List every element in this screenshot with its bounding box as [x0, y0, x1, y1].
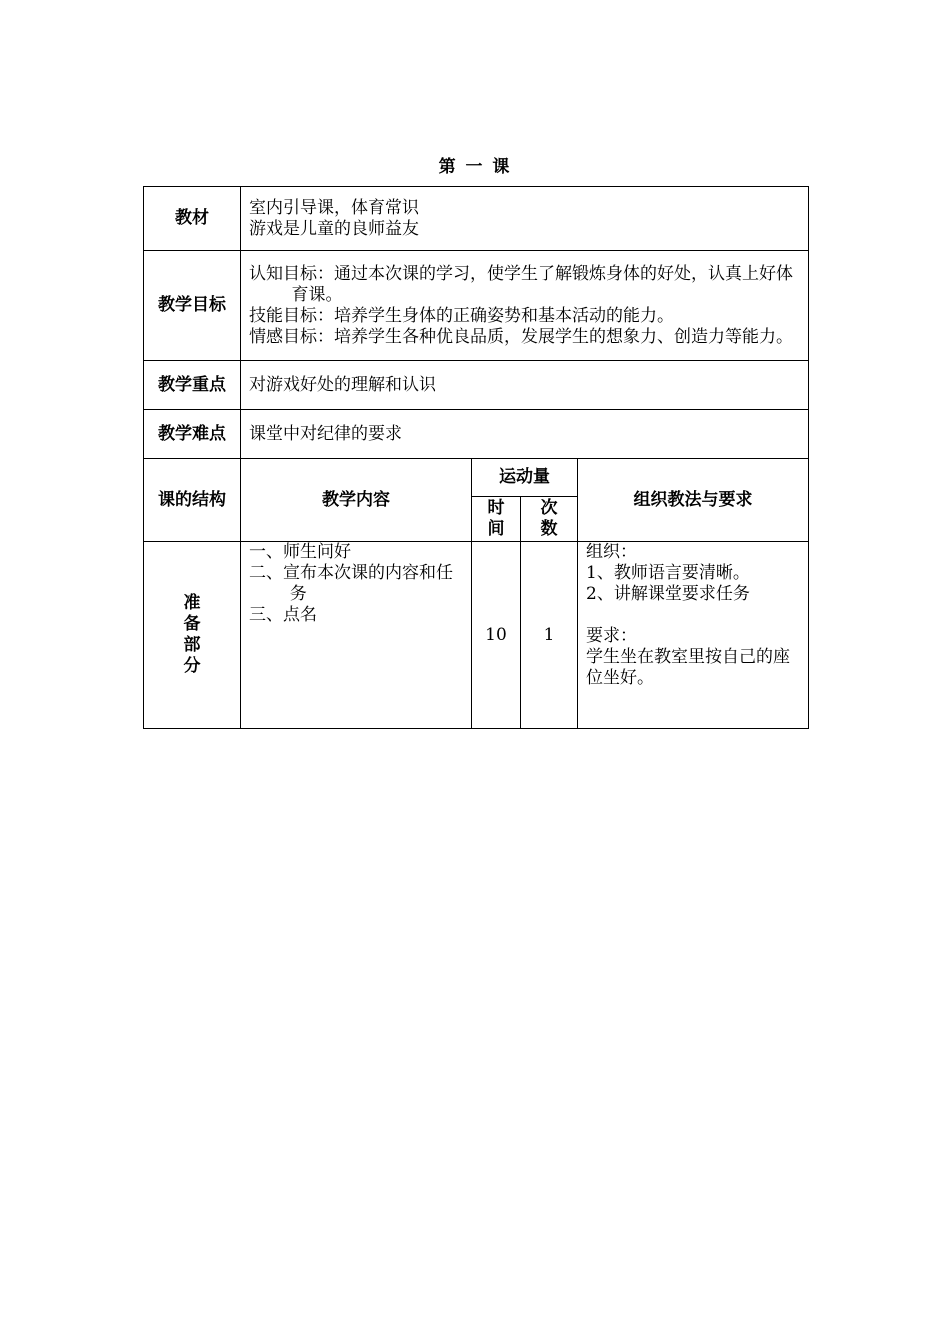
page-title: 第 一 课	[438, 157, 512, 177]
row-goals	[144, 251, 809, 361]
content-item: 一、师生问好	[249, 542, 351, 562]
material-line: 室内引导课，体育常识	[249, 197, 419, 218]
row-header-top	[144, 459, 809, 497]
content-item: 二、宣布本次课的内容和任务	[249, 563, 453, 604]
header-content: 教学内容	[241, 459, 472, 542]
org-item: 2、讲解课堂要求任务	[586, 584, 750, 604]
req-label: 要求：	[586, 626, 637, 646]
key-point-label: 教学重点	[144, 361, 241, 410]
lesson-plan-table	[143, 186, 809, 729]
content-item: 三、点名	[249, 605, 317, 625]
goal-skill: 技能目标：培养学生身体的正确姿势和基本活动的能力。	[249, 305, 674, 326]
section-content-cell	[241, 542, 472, 729]
section-method-cell	[578, 542, 809, 729]
header-structure: 课的结构	[144, 459, 241, 542]
difficulty-text: 课堂中对纪律的要求	[241, 410, 809, 459]
row-material	[144, 187, 809, 251]
section-name: 准备部分	[183, 593, 201, 676]
req-text: 学生坐在教室里按自己的座位坐好。	[586, 647, 790, 688]
goal-cognitive: 认知目标：通过本次课的学习，使学生了解锻炼身体的好处，认真上好体育课。	[249, 263, 793, 305]
goal-affective: 情感目标：培养学生各种优良品质，发展学生的想象力、创造力等能力。	[249, 326, 793, 347]
header-count-cell	[521, 497, 578, 542]
section-name-cell	[144, 542, 241, 729]
header-time-cell	[472, 497, 521, 542]
org-item: 1、教师语言要清晰。	[586, 563, 750, 583]
section-time: 10	[472, 542, 521, 729]
material-cell	[241, 187, 809, 251]
key-point-text: 对游戏好处的理解和认识	[241, 361, 809, 410]
goals-label: 教学目标	[144, 251, 241, 361]
difficulty-label: 教学难点	[144, 410, 241, 459]
header-time: 时间	[487, 498, 505, 539]
spacer	[586, 605, 800, 626]
material-line: 游戏是儿童的良师益友	[249, 218, 419, 239]
header-count: 次数	[540, 498, 558, 539]
section-count: 1	[521, 542, 578, 729]
org-label: 组织：	[586, 542, 637, 562]
goals-cell	[241, 251, 809, 361]
row-difficulty	[144, 410, 809, 459]
row-prep-section	[144, 542, 809, 729]
material-label: 教材	[144, 187, 241, 251]
header-exercise: 运动量	[472, 459, 578, 497]
header-method: 组织教法与要求	[578, 459, 809, 542]
row-key-point	[144, 361, 809, 410]
